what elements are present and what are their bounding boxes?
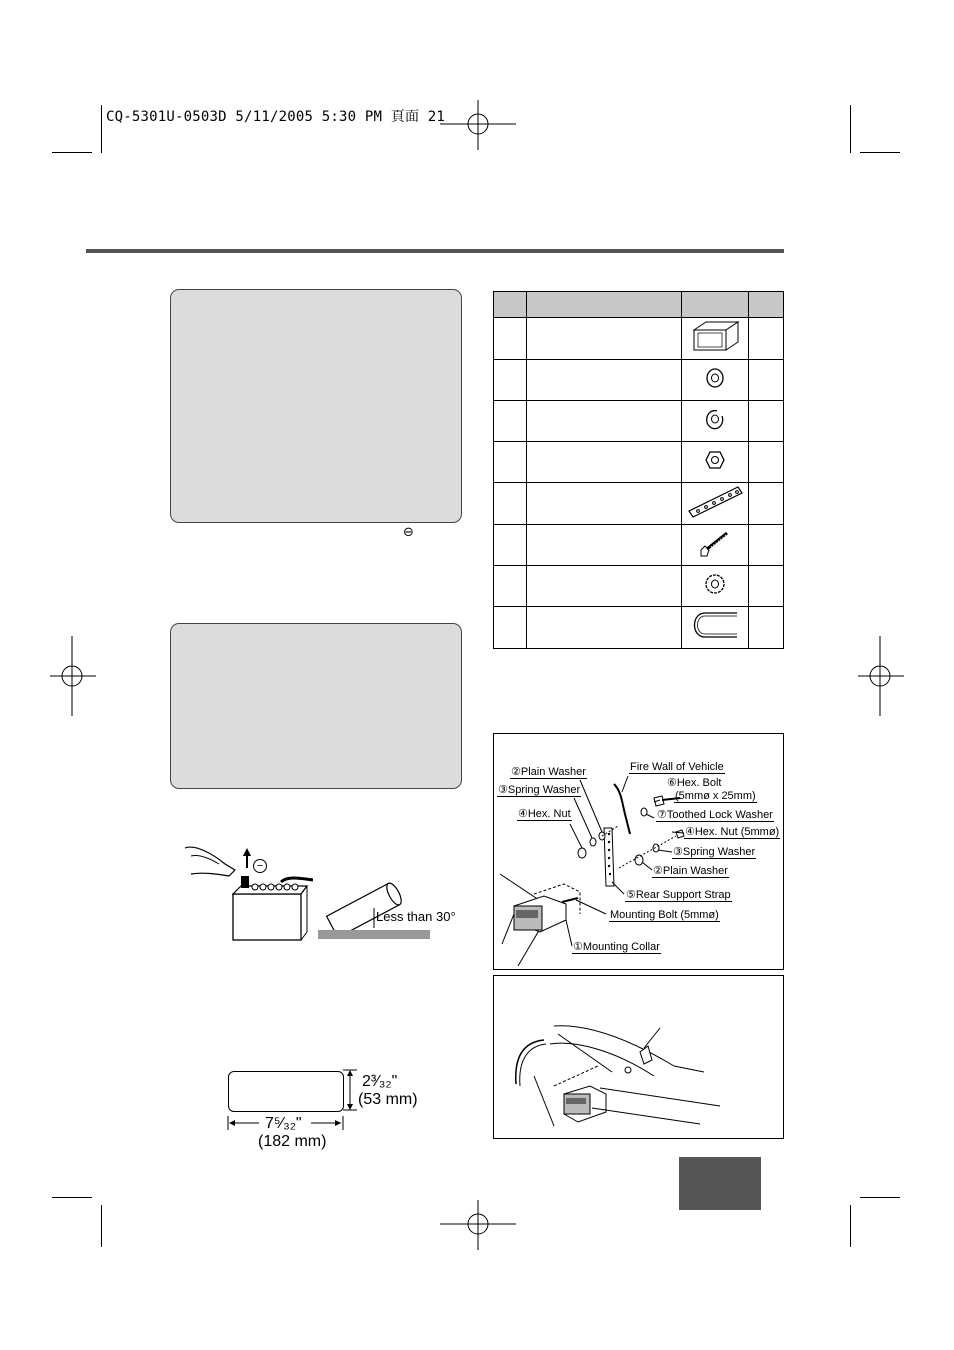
registration-target-icon (50, 636, 96, 716)
crop-mark (860, 1197, 900, 1198)
table-row (494, 442, 784, 483)
battery-disconnect-figure (183, 842, 313, 947)
label-mounting-collar: ①Mounting Collar (573, 941, 660, 953)
table-row (494, 483, 784, 525)
crop-mark (860, 152, 900, 153)
label-hex-nut-left: ④Hex. Nut (518, 808, 571, 820)
caution-box (170, 623, 462, 789)
crop-mark (101, 105, 102, 153)
ground-connection-diagram (493, 975, 784, 1139)
rear-support-strap-icon (686, 483, 744, 519)
print-slug: CQ-5301U-0503D 5/11/2005 5:30 PM 頁面 21 (106, 109, 446, 125)
width-mm: (182 mm) (258, 1133, 327, 1150)
label-toothed-lock-washer: ⑦Toothed Lock Washer (657, 809, 773, 821)
header-rule (86, 249, 784, 253)
warning-box (170, 289, 462, 523)
label-plain-washer-right: ②Plain Washer (653, 865, 728, 877)
page-number-tab (679, 1157, 761, 1210)
crop-mark (52, 152, 92, 153)
height-mm: (53 mm) (358, 1091, 418, 1108)
height-fraction: 2³⁄₃₂" (362, 1073, 398, 1090)
crop-mark (52, 1197, 92, 1198)
table-row (494, 525, 784, 566)
table-row (494, 401, 784, 442)
label-plain-washer-left: ②Plain Washer (511, 766, 586, 778)
angle-label: Less than 30° (376, 909, 456, 924)
label-spring-washer-left: ③Spring Washer (498, 784, 581, 796)
label-mounting-bolt: Mounting Bolt (5mmø) (610, 909, 719, 921)
table-header-row (494, 292, 784, 318)
parts-table (493, 291, 784, 649)
width-fraction: 7⁵⁄₃₂" (265, 1115, 302, 1132)
label-spring-washer-right: ③Spring Washer (673, 846, 756, 858)
label-hex-nut-right: ④Hex. Nut (5mmø) (685, 826, 780, 838)
plain-washer-icon (703, 366, 727, 390)
crop-mark (101, 1205, 102, 1247)
crop-mark (850, 1205, 851, 1247)
label-fire-wall: Fire Wall of Vehicle (630, 761, 724, 773)
installation-diagram (493, 733, 784, 970)
hex-bolt-icon (697, 528, 733, 558)
toothed-lock-washer-icon (703, 572, 727, 596)
spring-washer-icon (703, 407, 727, 431)
crop-mark (850, 105, 851, 153)
table-row (494, 360, 784, 401)
label-hex-bolt: ⑥Hex. Bolt (667, 777, 722, 789)
ground-connection-drawing (494, 976, 783, 1138)
angle-figure (316, 868, 436, 943)
label-hex-bolt-size: (5mmø x 25mm) (675, 790, 756, 802)
registration-target-icon (858, 636, 904, 716)
table-row (494, 318, 784, 360)
wire-cable-icon (687, 607, 743, 643)
table-row (494, 607, 784, 649)
registration-target-icon (440, 100, 516, 150)
hex-nut-icon (703, 448, 727, 472)
battery-minus-symbol: − (253, 859, 267, 873)
table-row (494, 566, 784, 607)
label-rear-support-strap: ⑤Rear Support Strap (626, 889, 731, 901)
minus-terminal-symbol: ⊖ (403, 525, 414, 540)
mounting-collar-icon (690, 318, 740, 354)
registration-target-icon (440, 1200, 516, 1250)
